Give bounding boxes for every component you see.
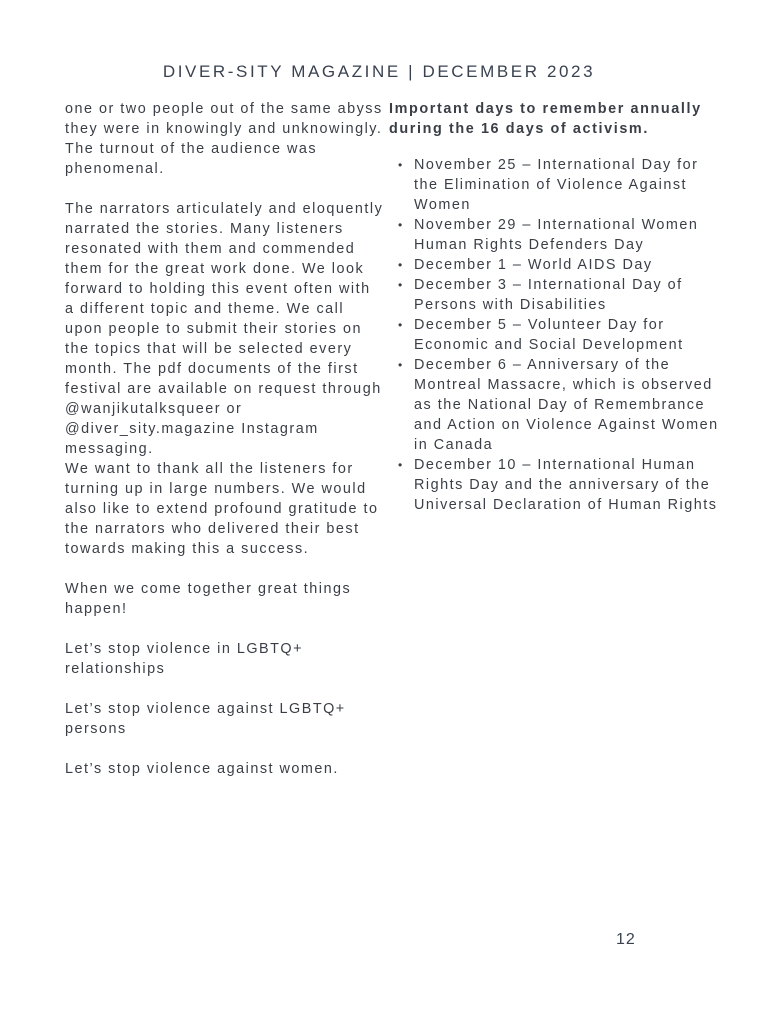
bullet-icon: • xyxy=(398,358,404,372)
list-item xyxy=(398,215,719,255)
paragraph: Let’s stop violence against women. xyxy=(65,761,339,777)
list-item xyxy=(398,255,719,275)
list-item xyxy=(398,315,719,355)
bullet-icon: • xyxy=(398,278,404,292)
important-days-column xyxy=(389,99,719,515)
list-item xyxy=(398,455,719,515)
list-item-text: December 6 – Anniversary of the Montreal Massacre, which is observed as the National Day of Remembrance and Action on Violence Against Women in Canada xyxy=(414,357,719,453)
list-item-text: November 29 – International Women Human Rights Defenders Day xyxy=(414,217,699,253)
section-heading: Important days to remember annually during the 16 days of activism. xyxy=(389,101,702,137)
bullet-icon: • xyxy=(398,218,404,232)
list-item-text: November 25 – International Day for the Elimination of Violence Against Women xyxy=(414,157,699,213)
paragraph: Let’s stop violence in LGBTQ+ relationships xyxy=(65,641,304,677)
list-item-text: December 1 – World AIDS Day xyxy=(414,257,653,273)
paragraph: When we come together great things happen! xyxy=(65,581,352,617)
paragraph: Let’s stop violence against LGBTQ+ persons xyxy=(65,701,346,737)
bullet-icon: • xyxy=(398,458,404,472)
list-item xyxy=(398,155,719,215)
bullet-icon: • xyxy=(398,318,404,332)
list-item xyxy=(398,275,719,315)
magazine-header: DIVER-SITY MAGAZINE | DECEMBER 2023 xyxy=(162,62,596,81)
paragraph: We want to thank all the listeners for turning up in large numbers. We would also like to extend profound gratitude to the narrators who delivered their best towards making this a success. xyxy=(65,461,379,557)
list-item-text: December 10 – International Human Rights Day and the anniversary of the Universal Declaration of Human Rights xyxy=(414,457,718,513)
paragraph: The narrators articulately and eloquently narrated the stories. Many listeners resonated with them and commended them for the great work done. We look forward to holding this event often with a different topic and theme. We call upon people to submit their stories on the topics that will be selected every month. The pdf documents of the first festival are available on request through @wanjikutalksqueer or @diver_sity.magazine Instagram messaging. xyxy=(65,201,384,457)
list-item-text: December 5 – Volunteer Day for Economic and Social Development xyxy=(414,317,684,353)
list-item-text: December 3 – International Day of Persons with Disabilities xyxy=(414,277,683,313)
article-text-column xyxy=(65,99,385,779)
important-days-list xyxy=(389,155,719,515)
page-number: 12 xyxy=(616,931,636,948)
bullet-icon: • xyxy=(398,158,404,172)
list-item xyxy=(398,355,719,455)
paragraph: one or two people out of the same abyss they were in knowingly and unknowingly. The turnout of the audience was phenomenal. xyxy=(65,101,383,177)
bullet-icon: • xyxy=(398,258,404,272)
